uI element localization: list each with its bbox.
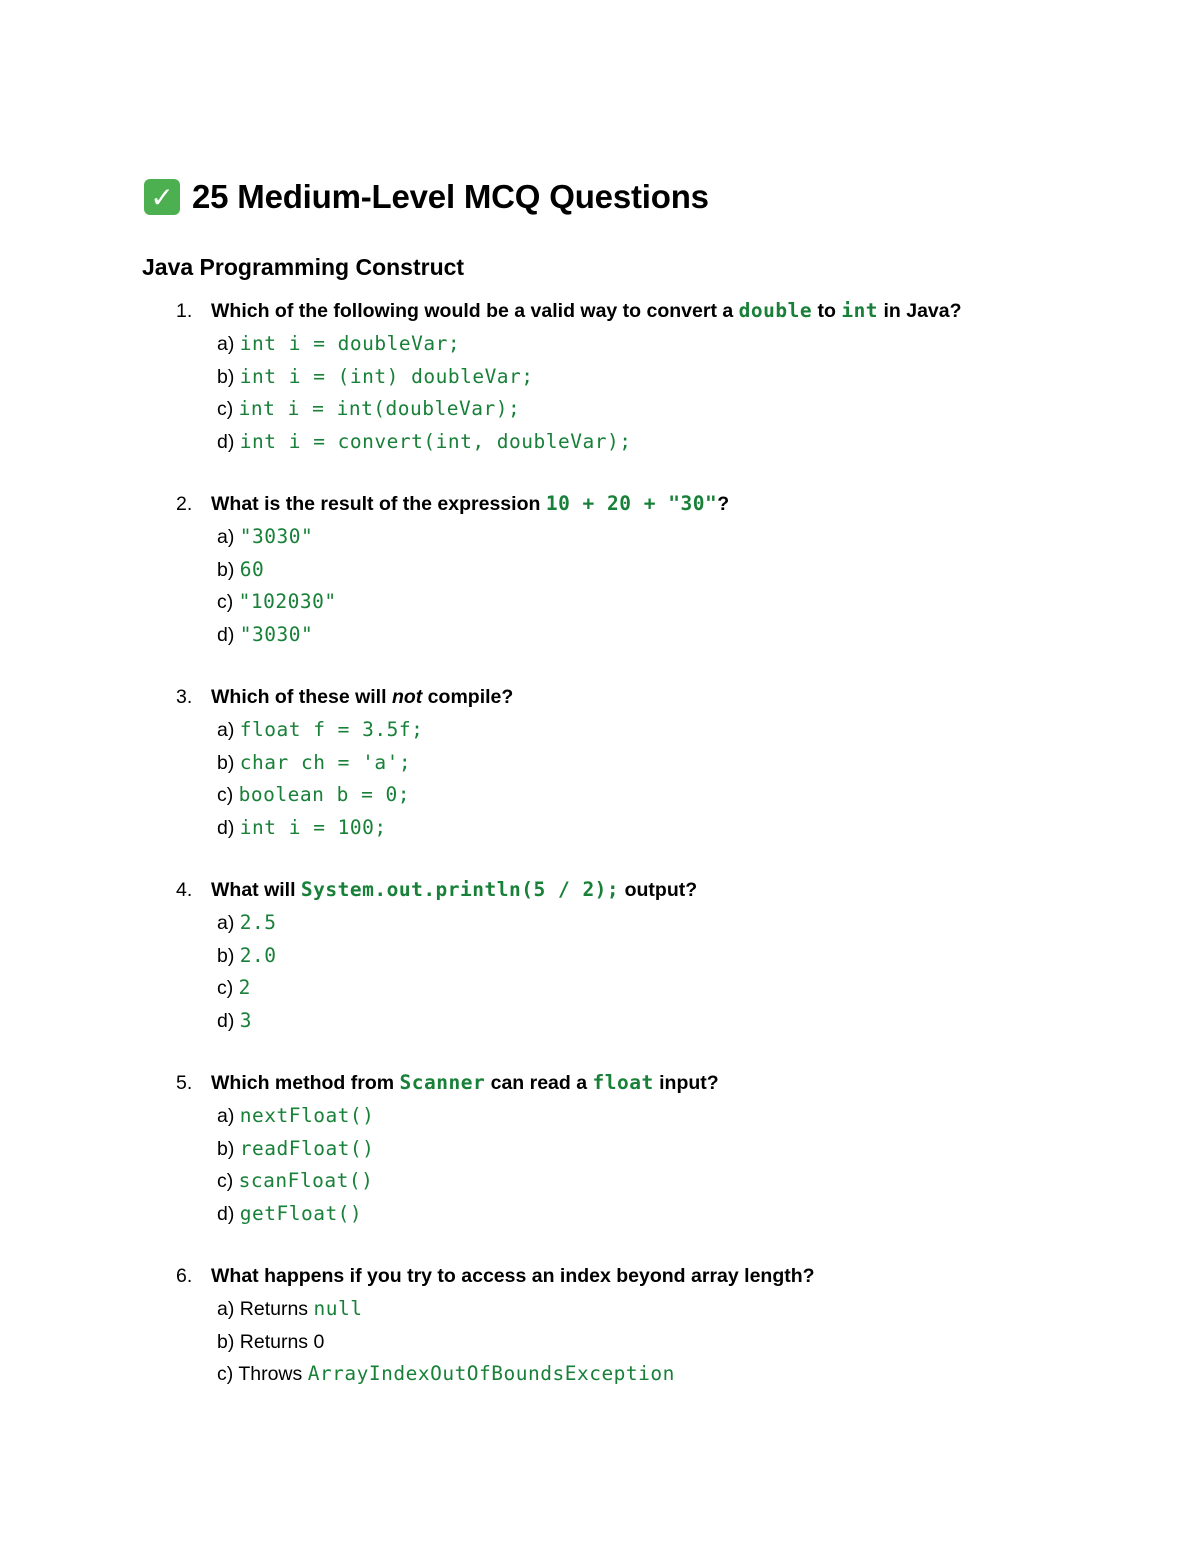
inline-code: "102030" bbox=[238, 590, 337, 613]
inline-code: Scanner bbox=[399, 1071, 486, 1094]
option-label: b) bbox=[217, 944, 235, 967]
inline-code: int i = 100; bbox=[239, 815, 387, 839]
inline-code: int i = int(doubleVar); bbox=[238, 397, 521, 420]
answer-option bbox=[142, 779, 1142, 812]
answer-option bbox=[142, 907, 1142, 940]
option-label: a) bbox=[217, 526, 235, 548]
answer-option bbox=[142, 1358, 1142, 1391]
inline-code: 2.5 bbox=[239, 911, 277, 934]
option-label: a) bbox=[217, 719, 235, 741]
option-label: a) bbox=[217, 1298, 235, 1320]
inline-code: int bbox=[841, 299, 879, 322]
inline-code: 2.0 bbox=[239, 943, 277, 967]
emphasis-text: not bbox=[391, 686, 423, 708]
option-text bbox=[239, 398, 521, 420]
document-page bbox=[142, 172, 1142, 1420]
option-label: b) bbox=[217, 751, 235, 774]
question-text bbox=[142, 1066, 1142, 1100]
option-text bbox=[238, 1363, 675, 1385]
answer-option bbox=[142, 940, 1142, 973]
option-text bbox=[239, 784, 410, 806]
text-fragment: What is the result of the expression bbox=[211, 493, 546, 515]
inline-code: 10 + 20 + "30" bbox=[545, 492, 718, 515]
question-number: 2. bbox=[176, 493, 193, 515]
question-text bbox=[142, 487, 1142, 521]
question-text bbox=[142, 873, 1142, 907]
inline-code: float f = 3.5f; bbox=[239, 718, 424, 741]
answer-option bbox=[142, 812, 1142, 845]
question-text bbox=[142, 1259, 1142, 1293]
answer-option bbox=[142, 586, 1142, 619]
answer-option bbox=[142, 1165, 1142, 1198]
text-fragment: can read a bbox=[485, 1072, 593, 1094]
text-fragment: Returns 0 bbox=[239, 1330, 325, 1353]
option-text bbox=[240, 1203, 362, 1225]
text-fragment: What will bbox=[211, 879, 301, 901]
question-item bbox=[142, 680, 1142, 844]
option-label: d) bbox=[217, 623, 235, 646]
answer-option bbox=[142, 1100, 1142, 1133]
question-number: 6. bbox=[176, 1265, 193, 1287]
option-label: a) bbox=[217, 912, 235, 934]
inline-code: getFloat() bbox=[239, 1201, 363, 1225]
page-title-text: 25 Medium-Level MCQ Questions bbox=[192, 178, 709, 215]
option-text bbox=[240, 526, 313, 548]
option-label: c) bbox=[217, 977, 234, 999]
text-fragment: in Java? bbox=[878, 300, 962, 322]
option-text bbox=[239, 591, 337, 613]
text-fragment: What happens if you try to access an index beyond array length? bbox=[211, 1265, 815, 1287]
option-text bbox=[240, 366, 534, 388]
option-label: c) bbox=[217, 398, 234, 420]
option-label: d) bbox=[217, 1202, 235, 1225]
question-item bbox=[142, 294, 1142, 458]
option-label: c) bbox=[217, 1170, 234, 1192]
text-fragment: Which of the following would be a valid way to convert a bbox=[211, 300, 739, 322]
inline-code: int i = convert(int, doubleVar); bbox=[239, 429, 632, 453]
question-item bbox=[142, 487, 1142, 651]
answer-option bbox=[142, 554, 1142, 587]
inline-code: null bbox=[313, 1297, 363, 1320]
inline-code: scanFloat() bbox=[238, 1169, 374, 1192]
question-number: 5. bbox=[176, 1072, 193, 1094]
answer-option bbox=[142, 1133, 1142, 1166]
option-label: d) bbox=[217, 430, 235, 453]
option-text bbox=[240, 333, 460, 355]
inline-code: int i = doubleVar; bbox=[239, 332, 461, 355]
option-text bbox=[240, 1331, 325, 1353]
option-text bbox=[240, 817, 387, 839]
text-fragment: Throws bbox=[238, 1363, 308, 1385]
answer-option bbox=[142, 747, 1142, 780]
option-text bbox=[240, 1138, 375, 1160]
answer-option bbox=[142, 361, 1142, 394]
question-number: 4. bbox=[176, 879, 193, 901]
option-label: c) bbox=[217, 784, 234, 806]
inline-code: readFloat() bbox=[239, 1136, 375, 1160]
page-title bbox=[142, 172, 1142, 222]
question-number: 3. bbox=[176, 686, 193, 708]
inline-code: 3 bbox=[239, 1008, 253, 1032]
check-mark-icon: ✓ bbox=[144, 179, 180, 215]
answer-option bbox=[142, 393, 1142, 426]
answer-option bbox=[142, 714, 1142, 747]
question-item bbox=[142, 1259, 1142, 1391]
question-text bbox=[142, 294, 1142, 328]
section-subtitle: Java Programming Construct bbox=[142, 254, 465, 280]
inline-code: boolean b = 0; bbox=[238, 783, 411, 806]
option-label: d) bbox=[217, 816, 235, 839]
inline-code: char ch = 'a'; bbox=[239, 750, 412, 774]
option-text bbox=[240, 945, 277, 967]
inline-code: float bbox=[592, 1071, 654, 1094]
question-item bbox=[142, 873, 1142, 1037]
inline-code: ArrayIndexOutOfBoundsException bbox=[307, 1362, 675, 1385]
option-text bbox=[240, 719, 424, 741]
option-text bbox=[240, 559, 264, 581]
answer-option bbox=[142, 1326, 1142, 1359]
text-fragment: input? bbox=[653, 1072, 719, 1094]
inline-code: int i = (int) doubleVar; bbox=[239, 364, 534, 388]
inline-code: 2 bbox=[238, 976, 251, 999]
text-fragment: Which of these will bbox=[211, 686, 392, 708]
answer-option bbox=[142, 328, 1142, 361]
text-fragment: to bbox=[812, 300, 842, 322]
text-fragment: compile? bbox=[422, 686, 514, 708]
answer-option bbox=[142, 1005, 1142, 1038]
option-text bbox=[240, 624, 313, 646]
option-label: a) bbox=[217, 333, 235, 355]
inline-code: 60 bbox=[239, 557, 265, 581]
answer-option bbox=[142, 1293, 1142, 1326]
option-label: b) bbox=[217, 1330, 235, 1353]
option-text bbox=[240, 1298, 363, 1320]
option-text bbox=[240, 752, 411, 774]
option-label: c) bbox=[217, 591, 234, 613]
answer-option bbox=[142, 1198, 1142, 1231]
question-list bbox=[142, 294, 1142, 1391]
inline-code: System.out.println(5 / 2); bbox=[300, 878, 620, 901]
option-text bbox=[240, 1010, 252, 1032]
option-text bbox=[240, 431, 632, 453]
answer-option bbox=[142, 521, 1142, 554]
option-text bbox=[239, 1170, 374, 1192]
option-label: a) bbox=[217, 1105, 235, 1127]
option-text bbox=[240, 912, 277, 934]
answer-option bbox=[142, 619, 1142, 652]
text-fragment: Which method from bbox=[211, 1072, 400, 1094]
answer-option bbox=[142, 972, 1142, 1005]
option-label: c) bbox=[217, 1363, 234, 1385]
text-fragment: output? bbox=[619, 879, 698, 901]
option-text bbox=[239, 977, 251, 999]
inline-code: "3030" bbox=[239, 622, 314, 646]
question-text bbox=[142, 680, 1142, 714]
inline-code: double bbox=[738, 299, 813, 322]
question-item bbox=[142, 1066, 1142, 1230]
question-number: 1. bbox=[176, 300, 193, 322]
option-text bbox=[240, 1105, 375, 1127]
inline-code: nextFloat() bbox=[239, 1104, 375, 1127]
option-label: b) bbox=[217, 1137, 235, 1160]
option-label: b) bbox=[217, 365, 235, 388]
answer-option bbox=[142, 426, 1142, 459]
inline-code: "3030" bbox=[239, 525, 314, 548]
option-label: b) bbox=[217, 558, 235, 581]
text-fragment: ? bbox=[717, 493, 730, 515]
option-label: d) bbox=[217, 1009, 235, 1032]
text-fragment: Returns bbox=[239, 1298, 314, 1320]
